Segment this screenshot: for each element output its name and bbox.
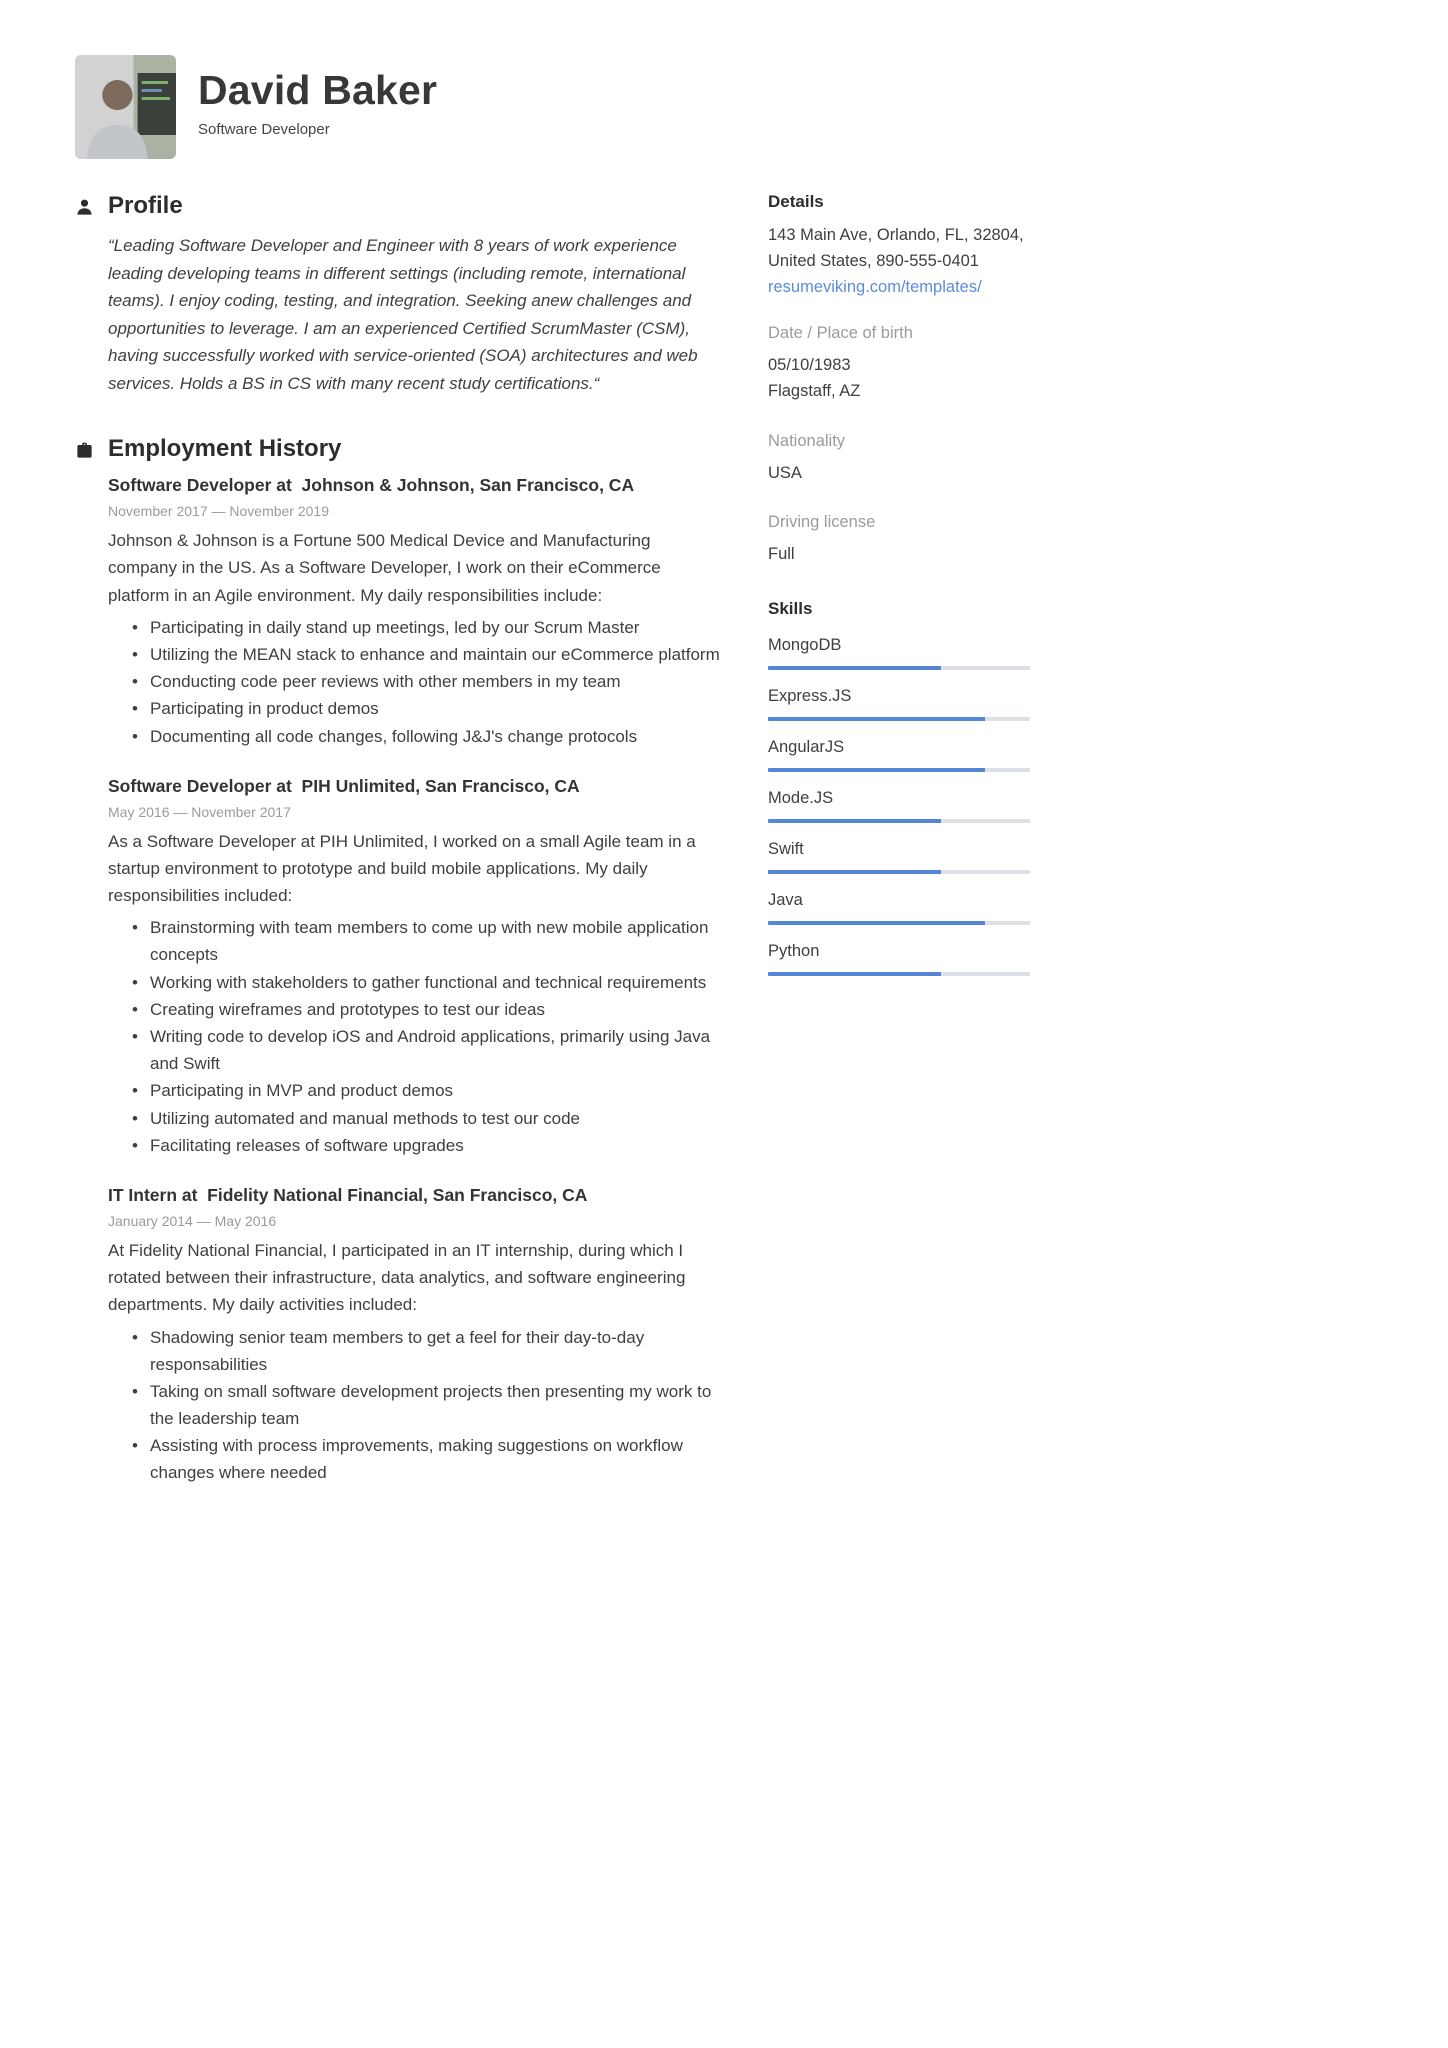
skill-bar-fill <box>768 870 941 874</box>
address-line-2: United States, 890-555-0401 <box>768 252 979 271</box>
skill-bar <box>768 921 1030 925</box>
job-bullet: • Working with stakeholders to gather functional and technical requirements <box>132 969 722 996</box>
job-summary: Johnson & Johnson is a Fortune 500 Medical Device and Manufacturing company in the US. As a Software Developer, I work on their eCommerce platform in an Agile environment. My daily responsibilities include: <box>108 531 661 605</box>
job-bullet: • Taking on small software development projects then presenting my work to the leadership team <box>132 1378 722 1432</box>
skill-bar <box>768 717 1030 721</box>
skill-bar-fill <box>768 717 985 721</box>
job-bullet: • Participating in MVP and product demos <box>132 1077 722 1104</box>
job-title: Software Developer at PIH Unlimited, San Francisco, CA <box>108 775 580 796</box>
skill-item <box>768 942 1030 976</box>
address-line-1: 143 Main Ave, Orlando, FL, 32804, <box>768 226 1024 244</box>
job-summary: As a Software Developer at PIH Unlimited, I worked on a small Agile team in a startup environment to prototype and build mobile applications. My daily responsibilities included: <box>108 831 696 906</box>
skill-bar-fill <box>768 666 941 670</box>
skill-item <box>768 789 1030 823</box>
skill-name: MongoDB <box>768 636 842 655</box>
employment-section <box>108 435 722 1486</box>
skill-bar <box>768 819 1030 823</box>
job-bullet: • Participating in daily stand up meetings, led by our Scrum Master <box>132 614 722 641</box>
job-bullet: • Utilizing the MEAN stack to enhance and maintain our eCommerce platform <box>132 641 722 668</box>
birth-date: 05/10/1983 <box>768 355 851 374</box>
skill-bar <box>768 972 1030 976</box>
resume-header <box>75 55 1448 159</box>
birth-heading: Date / Place of birth <box>768 323 913 342</box>
skill-name: AngularJS <box>768 738 845 757</box>
person-icon <box>75 196 94 215</box>
job-bullet-list <box>108 1324 722 1487</box>
skill-item <box>768 687 1030 721</box>
employment-heading <box>108 435 722 463</box>
job-bullet: • Documenting all code changes, following J&J's change protocols <box>132 723 722 750</box>
skill-item <box>768 738 1030 772</box>
skill-item <box>768 891 1030 925</box>
job-entry <box>108 776 722 1159</box>
job-dates: November 2017 — November 2019 <box>108 503 330 520</box>
job-bullet: • Shadowing senior team members to get a feel for their day-to-day responsabilities <box>132 1324 722 1378</box>
skill-bar <box>768 768 1030 772</box>
job-bullet: • Creating wireframes and prototypes to test our ideas <box>132 996 722 1023</box>
job-entry <box>108 475 722 750</box>
name-block <box>198 55 437 138</box>
candidate-job-title: Software Developer <box>198 121 330 138</box>
driving-license-value: Full <box>768 544 795 563</box>
skill-bar <box>768 870 1030 874</box>
profile-photo-placeholder <box>75 55 176 159</box>
main-column <box>108 192 722 1487</box>
skill-bar-fill <box>768 972 941 976</box>
skill-name: Mode.JS <box>768 789 834 808</box>
skill-item <box>768 840 1030 874</box>
job-bullet: • Conducting code peer reviews with other members in my team <box>132 668 722 695</box>
job-entry <box>108 1185 722 1487</box>
job-title: IT Intern at Fidelity National Financial, San Francisco, CA <box>108 1184 588 1205</box>
details-heading: Details <box>768 192 824 211</box>
job-bullet: • Assisting with process improvements, making suggestions on workflow changes where needed <box>132 1432 722 1486</box>
job-bullet: • Participating in product demos <box>132 695 722 722</box>
skill-bar-fill <box>768 768 985 772</box>
skill-item <box>768 636 1030 670</box>
skill-bar-fill <box>768 819 941 823</box>
employment-heading-label: Employment History <box>108 435 342 463</box>
skill-name: Express.JS <box>768 687 852 706</box>
birth-place: Flagstaff, AZ <box>768 382 861 401</box>
nationality-heading: Nationality <box>768 431 846 450</box>
driving-license-heading: Driving license <box>768 512 876 531</box>
skill-name: Java <box>768 891 803 910</box>
nationality-value: USA <box>768 463 802 482</box>
job-bullet: • Utilizing automated and manual methods to test our code <box>132 1105 722 1132</box>
job-bullet-list <box>108 614 722 750</box>
job-bullet-list <box>108 914 722 1159</box>
skill-bar <box>768 666 1030 670</box>
sidebar <box>768 192 1030 1487</box>
profile-heading <box>108 192 722 220</box>
profile-photo <box>75 55 176 159</box>
skill-name: Swift <box>768 840 804 859</box>
candidate-name: David Baker <box>198 67 438 113</box>
job-bullet: • Brainstorming with team members to come up with new mobile application concepts <box>132 914 722 968</box>
job-dates: January 2014 — May 2016 <box>108 1212 277 1229</box>
briefcase-icon <box>75 439 94 458</box>
skills-heading: Skills <box>768 599 813 619</box>
profile-section <box>108 192 722 397</box>
job-title: Software Developer at Johnson & Johnson, San Francisco, CA <box>108 475 635 496</box>
job-bullet: • Facilitating releases of software upgrades <box>132 1132 722 1159</box>
website-link[interactable]: resumeviking.com/templates/ <box>768 277 982 296</box>
content-columns <box>0 192 1448 1487</box>
job-dates: May 2016 — November 2017 <box>108 803 291 820</box>
job-bullet: • Writing code to develop iOS and Android applications, primarily using Java and Swift <box>132 1023 722 1077</box>
profile-heading-label: Profile <box>108 192 183 219</box>
skill-bar-fill <box>768 921 985 925</box>
job-summary: At Fidelity National Financial, I participated in an IT internship, during which I rotated between their infrastructure, data analytics, and software engineering departments. My daily activities included: <box>108 1240 686 1315</box>
skill-name: Python <box>768 942 820 961</box>
profile-summary-text: “Leading Software Developer and Engineer with 8 years of work experience leading developing teams in different settings (including remote, international teams). I enjoy coding, testing, and integration. Seeking anew challenges and opportunities to leverage. I am an experienced Certified ScrumMaster (CSM), having successfully worked with service-oriented (SOA) architectures and web services. Holds a BS in CS with many recent study certifications.“ <box>108 236 698 393</box>
